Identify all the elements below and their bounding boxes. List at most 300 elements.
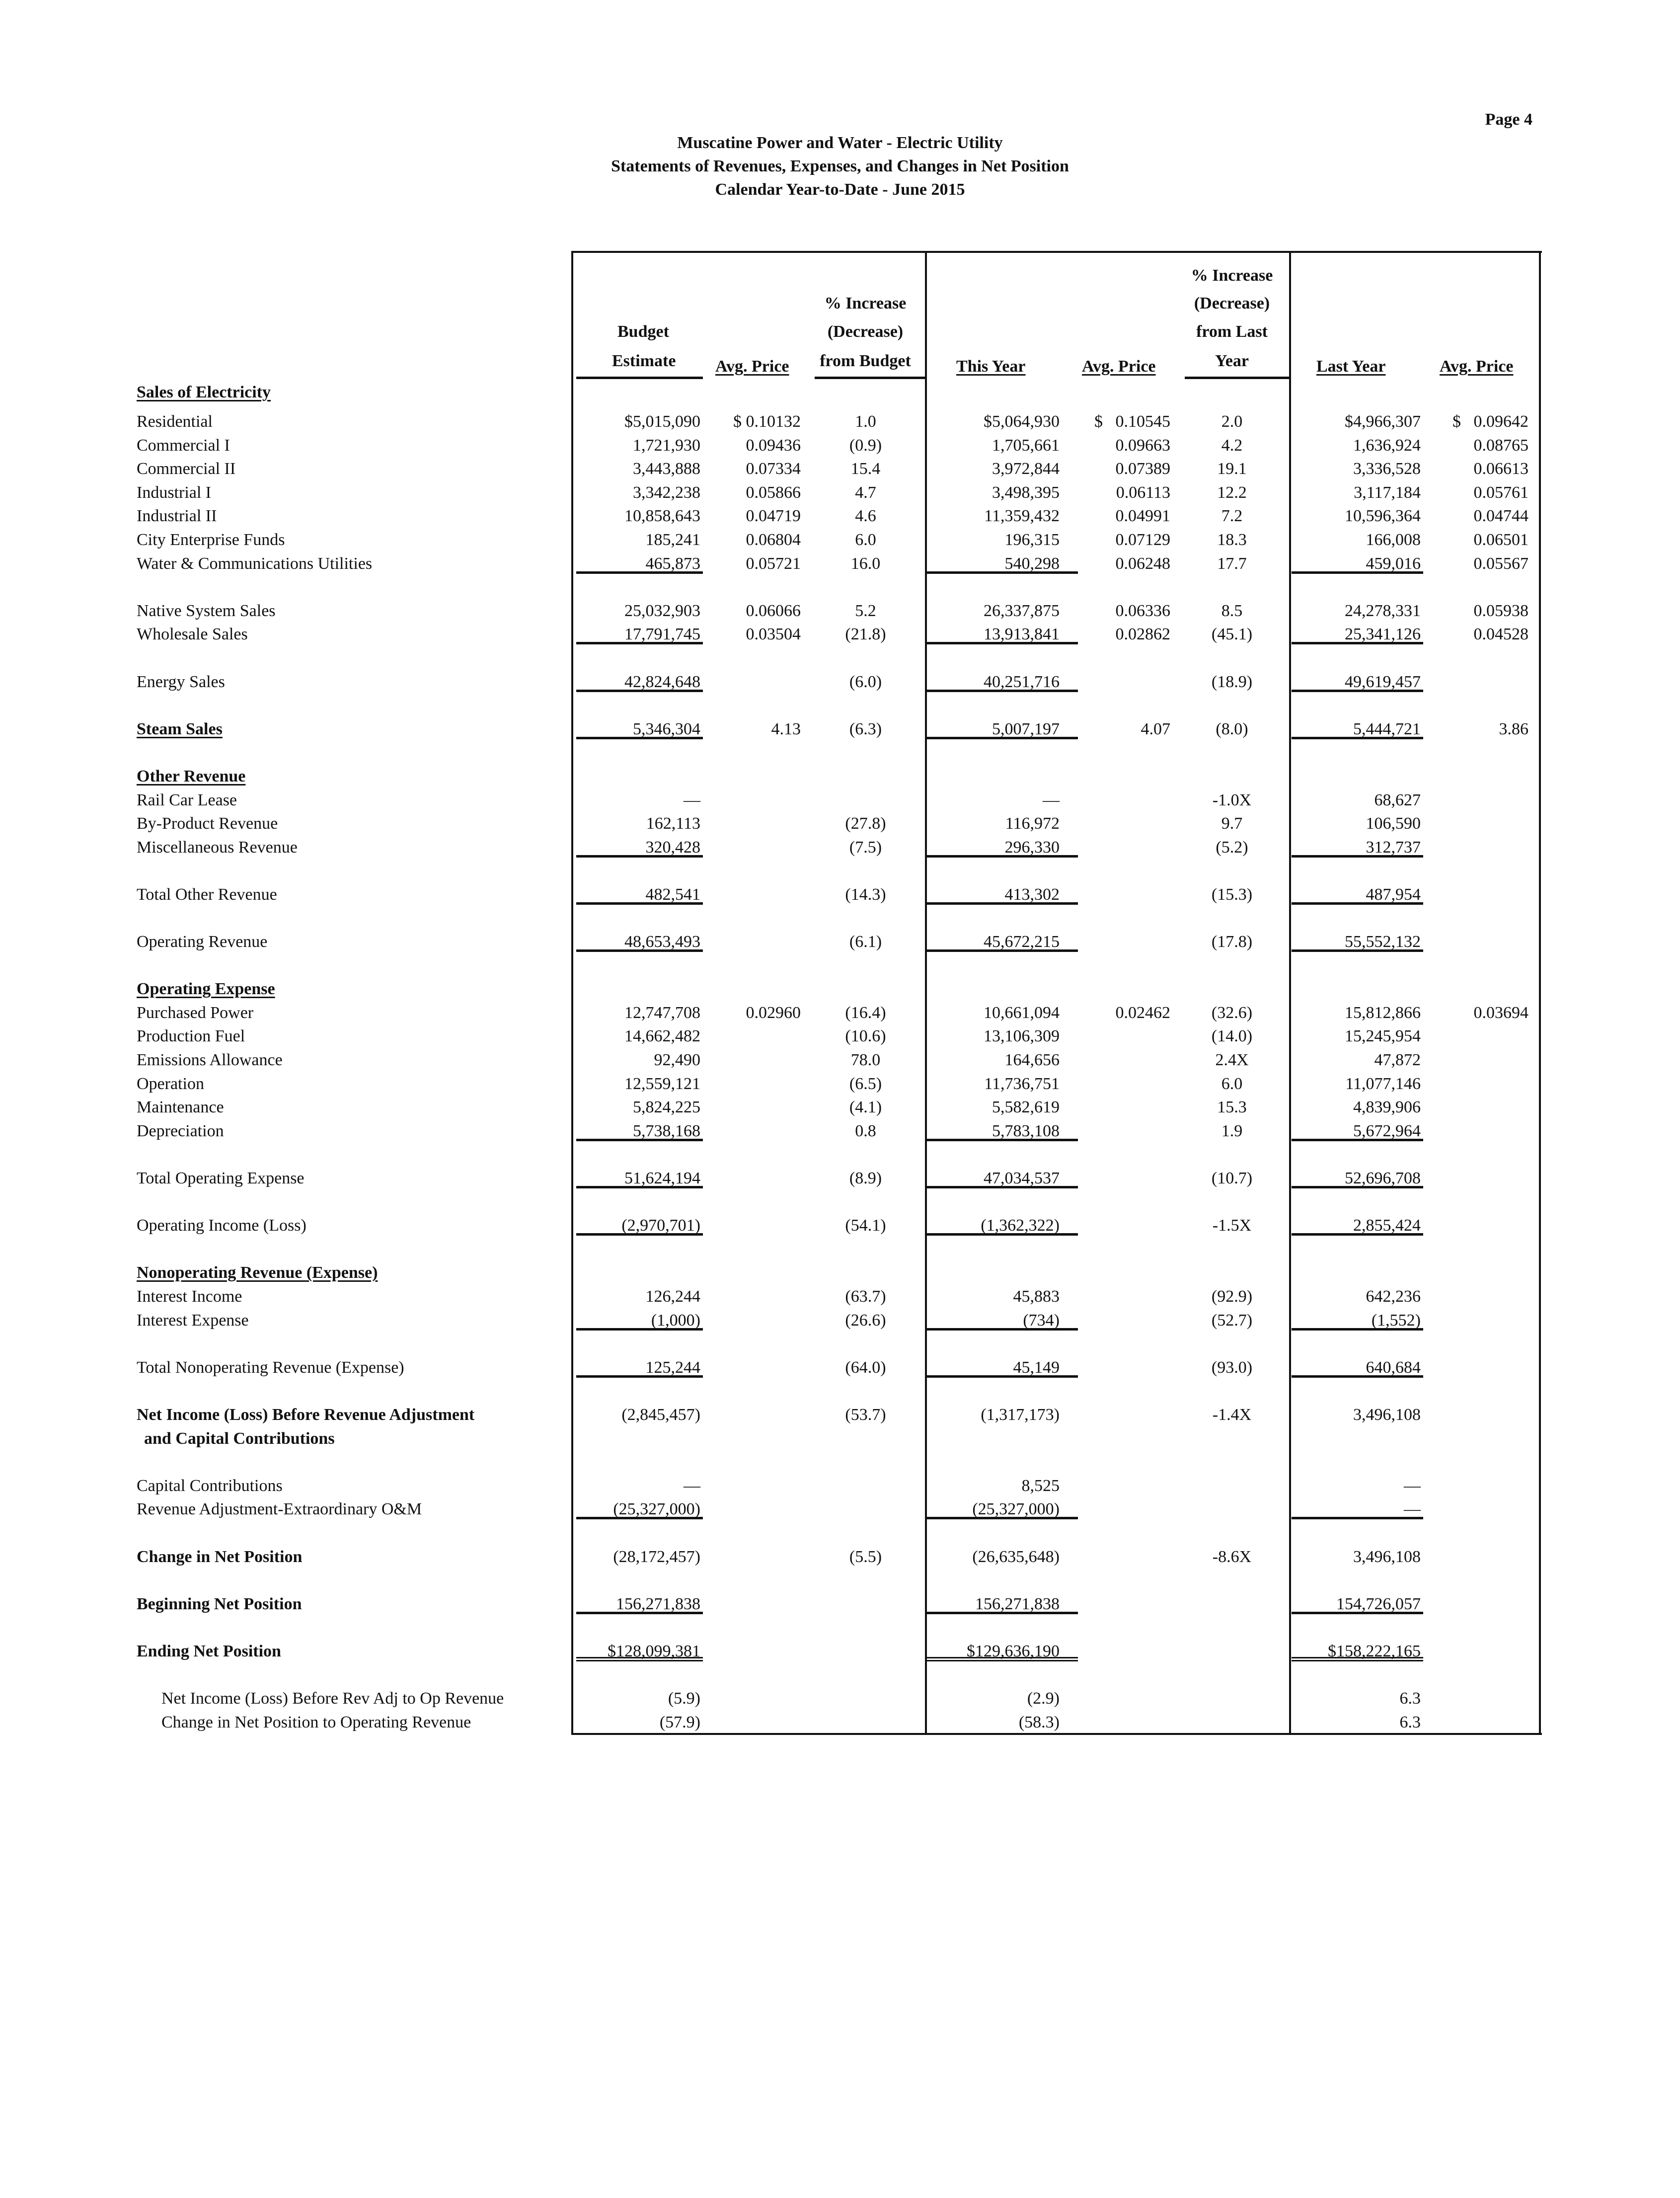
cell-budget-avg-price bbox=[705, 1096, 801, 1117]
row-label: Total Operating Expense bbox=[137, 1169, 305, 1187]
cell-this-year-avg-price bbox=[1068, 812, 1170, 834]
row-label: Emissions Allowance bbox=[137, 1051, 283, 1070]
cell-pct-from-last-year: -1.4X bbox=[1212, 1405, 1252, 1424]
col-header-budget-avg-price: Avg. Price bbox=[715, 357, 789, 376]
cell-pct-from-last-year bbox=[1185, 1261, 1279, 1283]
section-header: Steam Sales bbox=[137, 719, 223, 738]
cell-budget-avg-price: 0.07334 bbox=[746, 460, 801, 478]
cell-this-year bbox=[927, 380, 1078, 402]
col-header-last-year-avg-price: Avg. Price bbox=[1440, 357, 1514, 376]
cell-pct-from-budget: (21.8) bbox=[845, 625, 886, 644]
table-row bbox=[0, 481, 1680, 505]
cell-pct-from-budget: (53.7) bbox=[845, 1405, 886, 1424]
cell-budget-avg-price: 0.05866 bbox=[746, 483, 801, 502]
table-row bbox=[0, 1096, 1680, 1119]
cell-budget-avg-price bbox=[705, 1640, 801, 1661]
cell-budget-avg-price bbox=[705, 788, 801, 810]
cell-budget-estimate: (5.9) bbox=[668, 1689, 700, 1708]
row-label: Industrial I bbox=[137, 483, 212, 502]
cell-last-year: 52,696,708 bbox=[1292, 1167, 1423, 1188]
cell-budget-avg-price bbox=[705, 883, 801, 905]
cell-last-year: — bbox=[1292, 1497, 1423, 1519]
row-label: City Enterprise Funds bbox=[137, 530, 285, 549]
cell-this-year: 540,298 bbox=[927, 552, 1078, 574]
cell-this-year bbox=[927, 1261, 1078, 1283]
cell-pct-from-last-year: (17.8) bbox=[1211, 933, 1253, 951]
row-label: Change in Net Position bbox=[137, 1547, 303, 1566]
cell-this-year: — bbox=[1043, 790, 1060, 809]
cell-last-year-avg-price: 0.05567 bbox=[1473, 554, 1528, 573]
row-label: Interest Expense bbox=[137, 1311, 249, 1330]
row-label: Change in Net Position to Operating Revenue bbox=[161, 1713, 471, 1731]
cell-pct-from-last-year: 2.0 bbox=[1221, 412, 1243, 431]
col-header-pct-last-year: % Increase bbox=[1191, 266, 1273, 285]
cell-budget-avg-price: 0.06066 bbox=[746, 601, 801, 620]
row-label: Native System Sales bbox=[137, 601, 276, 620]
cell-budget-avg-price bbox=[705, 380, 801, 402]
cell-last-year-avg-price bbox=[1428, 1497, 1528, 1519]
cell-budget-avg-price bbox=[705, 1356, 801, 1378]
cell-last-year: 640,684 bbox=[1292, 1356, 1423, 1378]
cell-pct-from-last-year: (15.3) bbox=[1211, 885, 1253, 904]
cell-budget-estimate: 5,346,304 bbox=[576, 717, 703, 739]
cell-this-year: 45,149 bbox=[927, 1356, 1078, 1378]
row-spacer bbox=[0, 741, 1680, 765]
cell-this-year: 11,359,432 bbox=[984, 507, 1060, 526]
row-label: Depreciation bbox=[137, 1121, 224, 1140]
cell-pct-from-budget: 1.0 bbox=[855, 412, 876, 431]
cell-budget-estimate: (2,970,701) bbox=[576, 1214, 703, 1236]
cell-pct-from-last-year bbox=[1185, 1474, 1279, 1496]
table-row bbox=[0, 1072, 1680, 1096]
cell-this-year-avg-price bbox=[1068, 1024, 1170, 1046]
cell-pct-from-last-year: 8.5 bbox=[1221, 601, 1243, 620]
table-row bbox=[0, 1592, 1680, 1616]
cell-budget-estimate: 92,490 bbox=[654, 1051, 700, 1070]
cell-pct-from-last-year: -8.6X bbox=[1212, 1547, 1252, 1566]
cell-budget-avg-price bbox=[705, 1167, 801, 1188]
cell-this-year: 3,972,844 bbox=[992, 460, 1060, 478]
cell-pct-from-budget bbox=[815, 1592, 916, 1614]
cell-this-year: $129,636,190 bbox=[927, 1640, 1078, 1661]
cell-pct-from-budget: (8.9) bbox=[849, 1169, 882, 1187]
cell-pct-from-last-year: 1.9 bbox=[1221, 1121, 1243, 1140]
row-label: Commercial II bbox=[137, 460, 236, 478]
cell-last-year: 5,672,964 bbox=[1292, 1119, 1423, 1141]
cell-this-year-avg-price: 0.06113 bbox=[1116, 483, 1170, 502]
cell-last-year: 1,636,924 bbox=[1353, 436, 1421, 455]
cell-this-year: 116,972 bbox=[1005, 814, 1060, 833]
cell-last-year-avg-price: 0.04528 bbox=[1473, 625, 1528, 644]
cell-this-year: 13,106,309 bbox=[984, 1027, 1060, 1046]
cell-last-year-avg-price bbox=[1428, 1545, 1528, 1567]
cell-budget-avg-price: 0.04719 bbox=[746, 507, 801, 526]
section-header: Sales of Electricity bbox=[137, 383, 271, 401]
cell-pct-from-last-year bbox=[1185, 1687, 1279, 1709]
cell-last-year: 15,812,866 bbox=[1345, 1003, 1421, 1022]
cell-pct-from-last-year: (10.7) bbox=[1211, 1169, 1253, 1187]
cell-this-year: 8,525 bbox=[1021, 1476, 1060, 1495]
row-spacer bbox=[0, 1238, 1680, 1261]
cell-last-year: 3,117,184 bbox=[1354, 483, 1421, 502]
cell-pct-from-last-year: (92.9) bbox=[1211, 1287, 1253, 1306]
cell-this-year-avg-price bbox=[1068, 1309, 1170, 1331]
cell-this-year-avg-price: 0.06248 bbox=[1115, 554, 1170, 573]
cell-pct-from-last-year: (18.9) bbox=[1211, 672, 1253, 691]
cell-last-year-avg-price: 0.05938 bbox=[1473, 601, 1528, 620]
cell-this-year: 26,337,875 bbox=[984, 601, 1060, 620]
cell-this-year-avg-price bbox=[1068, 1214, 1170, 1236]
col-header-pct-budget: % Increase bbox=[824, 294, 907, 313]
cell-this-year-avg-price: 0.04991 bbox=[1115, 507, 1170, 526]
table-row bbox=[0, 410, 1680, 434]
cell-pct-from-budget bbox=[815, 1640, 916, 1661]
row-spacer bbox=[0, 1616, 1680, 1640]
cell-this-year: 5,783,108 bbox=[927, 1119, 1078, 1141]
cell-budget-avg-price: 0.02960 bbox=[746, 1003, 801, 1022]
cell-this-year-avg-price bbox=[1068, 1072, 1170, 1094]
report-subtitle: Statements of Revenues, Expenses, and Changes in Net Position bbox=[611, 157, 1069, 175]
cell-last-year-avg-price bbox=[1428, 1167, 1528, 1188]
cell-pct-from-last-year: 2.4X bbox=[1215, 1051, 1249, 1070]
cell-last-year-avg-price: 0.04744 bbox=[1473, 507, 1528, 526]
cell-last-year-avg-price bbox=[1428, 1592, 1528, 1614]
cell-last-year-avg-price: 0.06613 bbox=[1473, 460, 1528, 478]
cell-this-year: 164,656 bbox=[1004, 1051, 1060, 1070]
cell-budget-estimate: 12,747,708 bbox=[624, 1003, 700, 1022]
cell-last-year bbox=[1292, 977, 1423, 999]
row-label: Revenue Adjustment-Extraordinary O&M bbox=[137, 1500, 422, 1519]
cell-last-year-avg-price bbox=[1428, 1403, 1528, 1425]
cell-pct-from-budget: (6.1) bbox=[849, 933, 882, 951]
cell-pct-from-last-year: 12.2 bbox=[1217, 483, 1247, 502]
cell-pct-from-budget: (0.9) bbox=[849, 436, 882, 455]
row-label-continued: and Capital Contributions bbox=[144, 1429, 335, 1448]
cell-this-year-avg-price bbox=[1068, 1687, 1170, 1709]
report-period: Calendar Year-to-Date - June 2015 bbox=[715, 180, 965, 199]
cell-last-year-avg-price bbox=[1428, 1285, 1528, 1307]
cell-budget-estimate: — bbox=[684, 1476, 700, 1495]
cell-pct-from-budget bbox=[815, 1261, 916, 1283]
table-row bbox=[0, 1048, 1680, 1072]
cell-last-year: 3,496,108 bbox=[1353, 1405, 1421, 1424]
cell-this-year: 45,883 bbox=[1013, 1287, 1060, 1306]
cell-pct-from-last-year: 17.7 bbox=[1217, 554, 1247, 573]
row-label: Rail Car Lease bbox=[137, 790, 237, 809]
row-label: Capital Contributions bbox=[137, 1476, 283, 1495]
row-spacer bbox=[0, 954, 1680, 978]
cell-this-year: 45,672,215 bbox=[927, 930, 1078, 952]
table-row bbox=[0, 1214, 1680, 1238]
cell-budget-avg-price bbox=[705, 930, 801, 952]
row-label: Beginning Net Position bbox=[137, 1594, 302, 1613]
cell-pct-from-budget: (26.6) bbox=[845, 1311, 886, 1330]
cell-last-year: 2,855,424 bbox=[1292, 1214, 1423, 1236]
cell-budget-avg-price: $ 0.10132 bbox=[733, 412, 801, 431]
cell-this-year-avg-price bbox=[1068, 1711, 1170, 1732]
col-header-pct-budget: from Budget bbox=[820, 352, 911, 370]
cell-budget-estimate: 1,721,930 bbox=[633, 436, 700, 455]
cell-last-year: 6.3 bbox=[1399, 1689, 1421, 1708]
cell-budget-avg-price: 0.03504 bbox=[746, 625, 801, 644]
cell-pct-from-last-year: (93.0) bbox=[1211, 1358, 1253, 1377]
cell-budget-estimate bbox=[576, 765, 703, 786]
cell-last-year-avg-price: 3.86 bbox=[1499, 719, 1528, 738]
cell-pct-from-budget: (14.3) bbox=[845, 885, 886, 904]
cell-budget-avg-price bbox=[705, 1309, 801, 1331]
row-label: Net Income (Loss) Before Rev Adj to Op Revenue bbox=[161, 1689, 504, 1708]
table-row bbox=[0, 1001, 1680, 1025]
cell-this-year bbox=[927, 977, 1078, 999]
cell-budget-avg-price bbox=[705, 670, 801, 692]
cell-last-year: 47,872 bbox=[1374, 1051, 1421, 1070]
cell-budget-estimate: (28,172,457) bbox=[613, 1547, 700, 1566]
cell-this-year-avg-price bbox=[1068, 1261, 1170, 1283]
table-row bbox=[0, 1356, 1680, 1380]
cell-pct-from-last-year: -1.0X bbox=[1212, 790, 1252, 809]
cell-budget-avg-price bbox=[705, 1403, 801, 1425]
page-number: Page 4 bbox=[1485, 110, 1532, 129]
cell-pct-from-last-year: (32.6) bbox=[1211, 1003, 1253, 1022]
cell-budget-estimate: 185,241 bbox=[645, 530, 700, 549]
cell-this-year-avg-price: 0.09663 bbox=[1115, 436, 1170, 455]
table-row bbox=[0, 812, 1680, 836]
cell-budget-avg-price bbox=[705, 1592, 801, 1614]
cell-this-year: 196,315 bbox=[1004, 530, 1060, 549]
cell-pct-from-last-year: 6.0 bbox=[1221, 1074, 1243, 1093]
cell-budget-avg-price bbox=[705, 1285, 801, 1307]
cell-pct-from-last-year bbox=[1185, 765, 1279, 786]
header-rule bbox=[576, 377, 703, 379]
row-spacer bbox=[0, 1332, 1680, 1356]
cell-pct-from-budget: 5.2 bbox=[855, 601, 876, 620]
cell-this-year-avg-price bbox=[1068, 1356, 1170, 1378]
cell-last-year-avg-price: $ 0.09642 bbox=[1452, 412, 1528, 431]
cell-this-year: 40,251,716 bbox=[927, 670, 1078, 692]
cell-this-year-avg-price: 0.07129 bbox=[1115, 530, 1170, 549]
cell-pct-from-budget bbox=[815, 788, 916, 810]
cell-last-year: 5,444,721 bbox=[1292, 717, 1423, 739]
row-label: Operating Income (Loss) bbox=[137, 1216, 306, 1235]
cell-budget-estimate: 482,541 bbox=[576, 883, 703, 905]
cell-pct-from-budget: (63.7) bbox=[845, 1287, 886, 1306]
cell-budget-estimate: $128,099,381 bbox=[576, 1640, 703, 1661]
row-label: Interest Income bbox=[137, 1287, 242, 1306]
row-spacer bbox=[0, 1450, 1680, 1474]
table-row bbox=[0, 552, 1680, 576]
cell-last-year: 154,726,057 bbox=[1292, 1592, 1423, 1614]
cell-last-year-avg-price bbox=[1428, 1356, 1528, 1378]
cell-budget-estimate: (1,000) bbox=[576, 1309, 703, 1331]
cell-last-year: (1,552) bbox=[1292, 1309, 1423, 1331]
cell-pct-from-budget: (54.1) bbox=[845, 1216, 886, 1235]
table-row bbox=[0, 1711, 1680, 1734]
col-header-budget: Budget bbox=[617, 322, 669, 341]
cell-this-year: 13,913,841 bbox=[927, 623, 1078, 644]
cell-last-year-avg-price bbox=[1428, 812, 1528, 834]
cell-this-year-avg-price: 0.02462 bbox=[1115, 1003, 1170, 1022]
cell-last-year: 68,627 bbox=[1374, 790, 1421, 809]
header-rule bbox=[815, 377, 925, 379]
col-header-budget-estimate: Estimate bbox=[612, 352, 676, 370]
col-header-this-year: This Year bbox=[956, 357, 1026, 376]
cell-pct-from-last-year bbox=[1185, 977, 1279, 999]
table-row bbox=[0, 788, 1680, 812]
cell-last-year-avg-price bbox=[1428, 1214, 1528, 1236]
cell-budget-avg-price bbox=[705, 836, 801, 858]
row-label: Miscellaneous Revenue bbox=[137, 838, 298, 857]
cell-pct-from-last-year: 18.3 bbox=[1217, 530, 1247, 549]
row-spacer bbox=[0, 694, 1680, 717]
cell-this-year bbox=[927, 765, 1078, 786]
cell-budget-estimate: 51,624,194 bbox=[576, 1167, 703, 1188]
cell-budget-estimate: 126,244 bbox=[645, 1287, 700, 1306]
cell-last-year: — bbox=[1404, 1476, 1421, 1495]
cell-this-year: 5,582,619 bbox=[992, 1098, 1060, 1117]
row-label: By-Product Revenue bbox=[137, 814, 278, 833]
row-spacer bbox=[0, 1379, 1680, 1403]
cell-pct-from-last-year bbox=[1185, 380, 1279, 402]
row-label: Operating Revenue bbox=[137, 933, 268, 951]
table-row bbox=[0, 930, 1680, 954]
row-spacer bbox=[0, 906, 1680, 930]
cell-this-year-avg-price bbox=[1068, 930, 1170, 952]
cell-budget-estimate: — bbox=[684, 790, 700, 809]
cell-last-year-avg-price bbox=[1428, 883, 1528, 905]
cell-last-year bbox=[1292, 765, 1423, 786]
cell-last-year: 106,590 bbox=[1366, 814, 1421, 833]
cell-pct-from-last-year: (52.7) bbox=[1211, 1311, 1253, 1330]
section-header: Other Revenue bbox=[137, 767, 246, 785]
col-header-pct-last-year: Year bbox=[1215, 352, 1249, 370]
cell-last-year-avg-price bbox=[1428, 670, 1528, 692]
cell-last-year: $4,966,307 bbox=[1345, 412, 1421, 431]
cell-last-year: 6.3 bbox=[1399, 1713, 1421, 1731]
cell-pct-from-last-year: (5.2) bbox=[1216, 838, 1248, 857]
cell-this-year: 5,007,197 bbox=[927, 717, 1078, 739]
cell-this-year-avg-price bbox=[1068, 1640, 1170, 1661]
row-label: Residential bbox=[137, 412, 213, 431]
cell-this-year: (25,327,000) bbox=[927, 1497, 1078, 1519]
table-row bbox=[0, 1687, 1680, 1711]
cell-pct-from-last-year: 9.7 bbox=[1221, 814, 1243, 833]
row-spacer bbox=[0, 646, 1680, 670]
cell-this-year-avg-price bbox=[1068, 1285, 1170, 1307]
cell-this-year-avg-price bbox=[1068, 670, 1170, 692]
cell-pct-from-last-year bbox=[1185, 1711, 1279, 1732]
cell-budget-estimate: 125,244 bbox=[576, 1356, 703, 1378]
cell-last-year-avg-price: 0.08765 bbox=[1473, 436, 1528, 455]
cell-pct-from-budget bbox=[815, 1687, 916, 1709]
row-label: Net Income (Loss) Before Revenue Adjustment bbox=[137, 1405, 475, 1424]
cell-budget-avg-price bbox=[705, 1261, 801, 1283]
cell-budget-avg-price bbox=[705, 1024, 801, 1046]
cell-budget-estimate: 3,443,888 bbox=[633, 460, 700, 478]
cell-budget-estimate: 17,791,745 bbox=[576, 623, 703, 644]
col-header-pct-last-year: from Last bbox=[1196, 322, 1268, 341]
cell-budget-estimate: 320,428 bbox=[576, 836, 703, 858]
cell-last-year-avg-price: 0.03694 bbox=[1473, 1003, 1528, 1022]
cell-pct-from-budget bbox=[815, 1711, 916, 1732]
cell-pct-from-last-year: 15.3 bbox=[1217, 1098, 1247, 1117]
col-header-pct-last-year: (Decrease) bbox=[1194, 294, 1270, 313]
table-row bbox=[0, 1119, 1680, 1143]
cell-this-year-avg-price bbox=[1068, 1497, 1170, 1519]
cell-this-year-avg-price: 4.07 bbox=[1141, 719, 1170, 738]
cell-this-year-avg-price bbox=[1068, 788, 1170, 810]
cell-pct-from-budget bbox=[815, 977, 916, 999]
cell-pct-from-budget: (6.3) bbox=[849, 719, 882, 738]
cell-budget-estimate bbox=[576, 380, 703, 402]
cell-last-year: 55,552,132 bbox=[1292, 930, 1423, 952]
cell-pct-from-budget: 4.6 bbox=[855, 507, 876, 526]
cell-last-year-avg-price: 0.06501 bbox=[1473, 530, 1528, 549]
col-header-this-year-avg-price: Avg. Price bbox=[1082, 357, 1156, 376]
cell-this-year-avg-price bbox=[1068, 1096, 1170, 1117]
cell-last-year: 642,236 bbox=[1366, 1287, 1421, 1306]
cell-this-year: 156,271,838 bbox=[927, 1592, 1078, 1614]
table-row bbox=[0, 380, 1680, 410]
table-row bbox=[0, 434, 1680, 458]
cell-this-year-avg-price bbox=[1068, 883, 1170, 905]
cell-this-year: 1,705,661 bbox=[992, 436, 1060, 455]
cell-this-year-avg-price: 0.07389 bbox=[1115, 460, 1170, 478]
cell-this-year-avg-price bbox=[1068, 977, 1170, 999]
cell-budget-avg-price bbox=[705, 1545, 801, 1567]
cell-this-year: 296,330 bbox=[927, 836, 1078, 858]
cell-last-year: 4,839,906 bbox=[1353, 1098, 1421, 1117]
cell-this-year: (1,317,173) bbox=[981, 1405, 1060, 1424]
cell-budget-avg-price bbox=[705, 1119, 801, 1141]
cell-pct-from-last-year bbox=[1185, 1640, 1279, 1661]
cell-this-year: $5,064,930 bbox=[984, 412, 1060, 431]
cell-last-year-avg-price bbox=[1428, 930, 1528, 952]
cell-last-year: 487,954 bbox=[1292, 883, 1423, 905]
cell-last-year: 11,077,146 bbox=[1345, 1074, 1421, 1093]
cell-pct-from-budget: (64.0) bbox=[845, 1358, 886, 1377]
row-spacer bbox=[0, 1663, 1680, 1687]
cell-last-year-avg-price bbox=[1428, 1048, 1528, 1070]
cell-this-year-avg-price bbox=[1068, 836, 1170, 858]
cell-this-year: (26,635,648) bbox=[972, 1547, 1060, 1566]
row-label: Purchased Power bbox=[137, 1003, 254, 1022]
cell-budget-avg-price bbox=[705, 1072, 801, 1094]
cell-this-year: 3,498,395 bbox=[992, 483, 1060, 502]
cell-budget-estimate: 5,824,225 bbox=[633, 1098, 700, 1117]
cell-last-year-avg-price bbox=[1428, 1687, 1528, 1709]
table-row bbox=[0, 1309, 1680, 1333]
cell-this-year: 47,034,537 bbox=[927, 1167, 1078, 1188]
header-rule bbox=[1185, 377, 1289, 379]
col-header-last-year: Last Year bbox=[1316, 357, 1386, 376]
cell-last-year-avg-price bbox=[1428, 1072, 1528, 1094]
cell-budget-estimate: 48,653,493 bbox=[576, 930, 703, 952]
cell-pct-from-budget: 0.8 bbox=[855, 1121, 876, 1140]
cell-this-year: (1,362,322) bbox=[927, 1214, 1078, 1236]
cell-budget-avg-price: 4.13 bbox=[771, 719, 801, 738]
table-row bbox=[0, 670, 1680, 694]
cell-last-year-avg-price bbox=[1428, 836, 1528, 858]
cell-last-year-avg-price bbox=[1428, 1474, 1528, 1496]
row-label: Total Other Revenue bbox=[137, 885, 277, 904]
cell-budget-avg-price bbox=[705, 1214, 801, 1236]
cell-budget-avg-price bbox=[705, 977, 801, 999]
statement-rows bbox=[0, 380, 1680, 1734]
cell-budget-estimate: (25,327,000) bbox=[576, 1497, 703, 1519]
row-label: Commercial I bbox=[137, 436, 230, 455]
cell-budget-estimate: 10,858,643 bbox=[624, 507, 700, 526]
cell-last-year bbox=[1292, 1261, 1423, 1283]
